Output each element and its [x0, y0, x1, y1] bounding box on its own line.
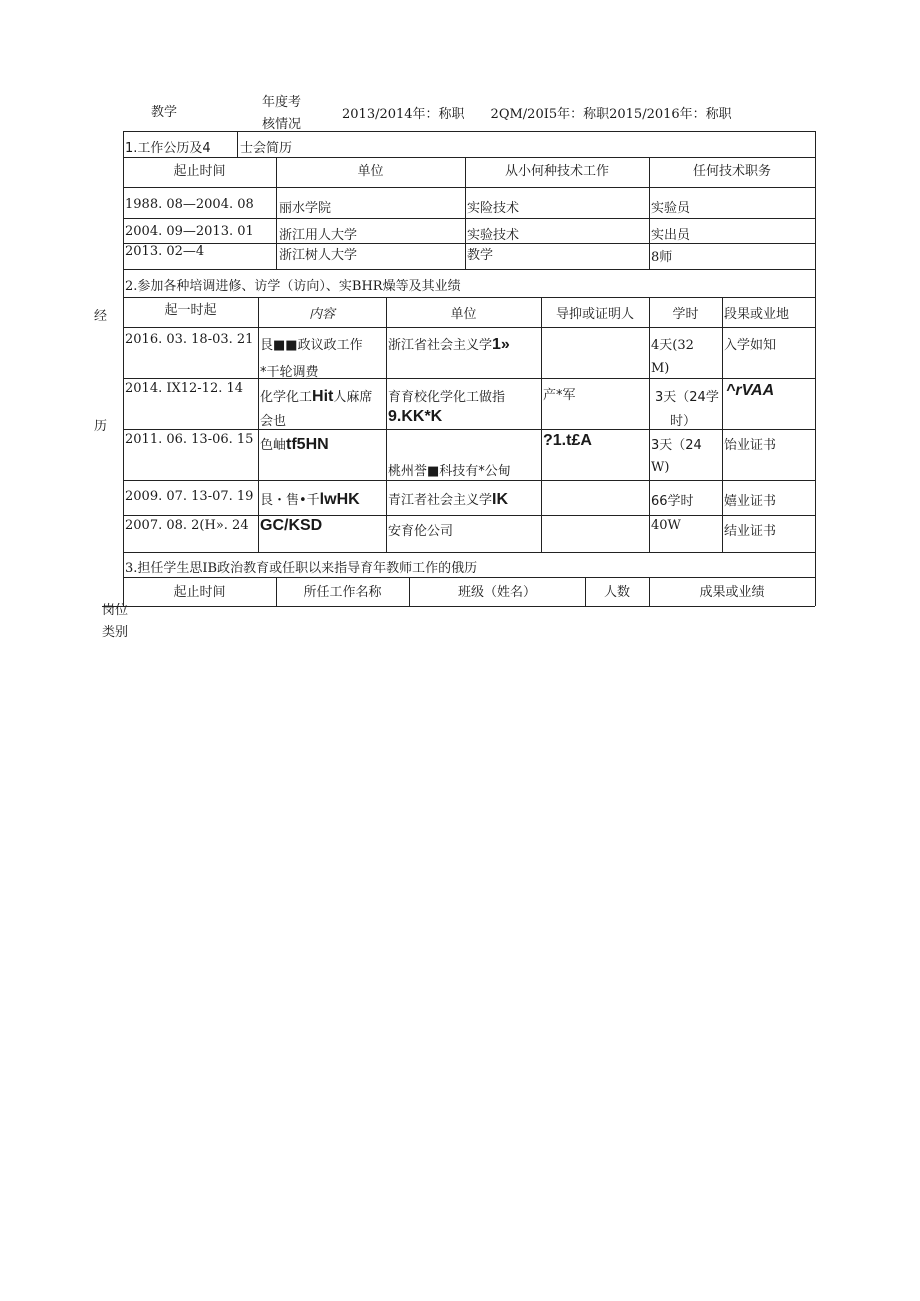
s1-cell-unit: 丽水学院	[279, 201, 332, 216]
s2-cell-unit: 青江者社会主义学IK	[388, 491, 509, 508]
s2-header-period: 起一时起	[164, 303, 217, 318]
side-label-category: 类别	[102, 625, 129, 640]
section2-title: 2.参加各种培调进修、访学（访向）、实BHR燥等及其业绩	[125, 279, 461, 294]
s2-cell-unit: 浙江省社会主义学1»	[388, 336, 510, 353]
s2-cell-content-line2: 会也	[260, 414, 287, 429]
s2-cell-result: 入学如知	[724, 338, 777, 353]
s1-cell-work: 实险技术	[467, 201, 520, 216]
s1-cell-period: 1988. 08—2004. 08	[125, 197, 254, 212]
s2-cell-hours: 66学时	[651, 494, 694, 509]
s2-cell-period: 2009. 07. 13-07. 19	[125, 489, 254, 504]
s2-cell-hours-line2: M)	[651, 361, 670, 376]
side-label-jing: 经	[94, 309, 108, 324]
s2-cell-unit: 安育伦公司	[388, 524, 454, 539]
s2-cell-result: 嬉业证书	[724, 494, 777, 509]
s2-cell-content: 艮■■政议政工作	[260, 338, 363, 353]
label-annual-line2: 核情况	[262, 117, 302, 132]
s1-cell-work: 教学	[467, 248, 494, 263]
evaluation-results: 2013/2014年：称职 2QM/20I5年：称职2015/2016年：称职	[342, 107, 732, 122]
s3-header-job: 所任工作名称	[303, 585, 382, 600]
s2-header-unit: 单位	[450, 307, 477, 322]
s2-cell-result: 饴业证书	[724, 438, 777, 453]
s2-cell-witness: 产*军	[543, 388, 576, 403]
label-teaching: 教学	[151, 105, 178, 120]
s2-cell-witness: ?1.t£A	[543, 432, 592, 449]
s1-header-unit: 单位	[357, 164, 384, 179]
s2-cell-result: 结业证书	[724, 524, 777, 539]
s2-cell-hours: 40W	[651, 518, 681, 533]
s2-header-content: 内容	[308, 307, 335, 322]
s2-cell-result: ^rVAA	[726, 382, 775, 399]
s1-cell-title: 实出员	[651, 228, 691, 243]
section1-title-a: 1.工作公历及4	[125, 141, 211, 156]
s2-header-witness: 导抑或证明人	[555, 307, 634, 322]
s3-header-class: 班级（姓名）	[457, 585, 536, 600]
s2-cell-content: 色岫tf5HN	[260, 436, 329, 453]
s2-cell-content: 化学化工Hit人麻席	[260, 388, 373, 405]
s3-header-count: 人数	[603, 585, 630, 600]
label-annual-line1: 年度考	[262, 95, 302, 110]
s2-cell-period: 2007. 08. 2(H». 24	[125, 518, 249, 533]
s2-cell-period: 2014. IX12-12. 14	[125, 381, 244, 396]
s2-cell-unit: 育育校化学化工做指	[388, 390, 506, 405]
section3-title: 3.担任学生思IB政治教育或任职以来指导育年教师工作的俄历	[125, 561, 478, 576]
s1-header-work: 从小何种技术工作	[504, 164, 609, 179]
section1-title-b: 士会简历	[240, 141, 293, 156]
s1-cell-period: 2013. 02—4	[125, 244, 205, 259]
s2-cell-hours-line2: W)	[651, 460, 670, 475]
s1-cell-period: 2004. 09—2013. 01	[125, 224, 254, 239]
s2-cell-hours: 4天(32	[651, 338, 694, 353]
s2-cell-period: 2016. 03. 18-03. 21	[125, 332, 254, 347]
s2-cell-period: 2011. 06. 13-06. 15	[125, 432, 254, 447]
s1-header-title: 任何技术职务	[692, 164, 771, 179]
s2-cell-content-line2: *干轮调费	[260, 365, 319, 380]
s1-cell-title: 8师	[651, 250, 673, 265]
s2-cell-unit-line2: 9.KK*K	[388, 408, 443, 425]
s2-cell-hours: 3天（24	[651, 438, 702, 453]
s2-header-hours: 学时	[672, 307, 699, 322]
s1-cell-work: 实验技术	[467, 228, 520, 243]
s1-cell-unit: 浙江树人大学	[279, 248, 358, 263]
s1-cell-unit: 浙江用人大学	[279, 228, 358, 243]
s1-header-period: 起止时间	[173, 164, 226, 179]
s2-cell-hours: 3天（24学	[655, 390, 719, 405]
s1-cell-title: 实验员	[651, 201, 691, 216]
side-label-li: 历	[94, 419, 108, 434]
s3-header-result: 成果或业绩	[699, 585, 765, 600]
s2-cell-content: 艮・售•千lwHK	[260, 491, 360, 508]
s2-cell-hours-line2: 时）	[670, 414, 697, 429]
s3-header-period: 起止时间	[173, 585, 226, 600]
s2-cell-unit: 桃州誉■科技有*公甸	[388, 464, 511, 479]
s2-header-result: 段果或业地	[724, 307, 790, 322]
s2-cell-content: GC/KSD	[260, 517, 323, 534]
side-label-post: 岗位	[102, 603, 129, 618]
